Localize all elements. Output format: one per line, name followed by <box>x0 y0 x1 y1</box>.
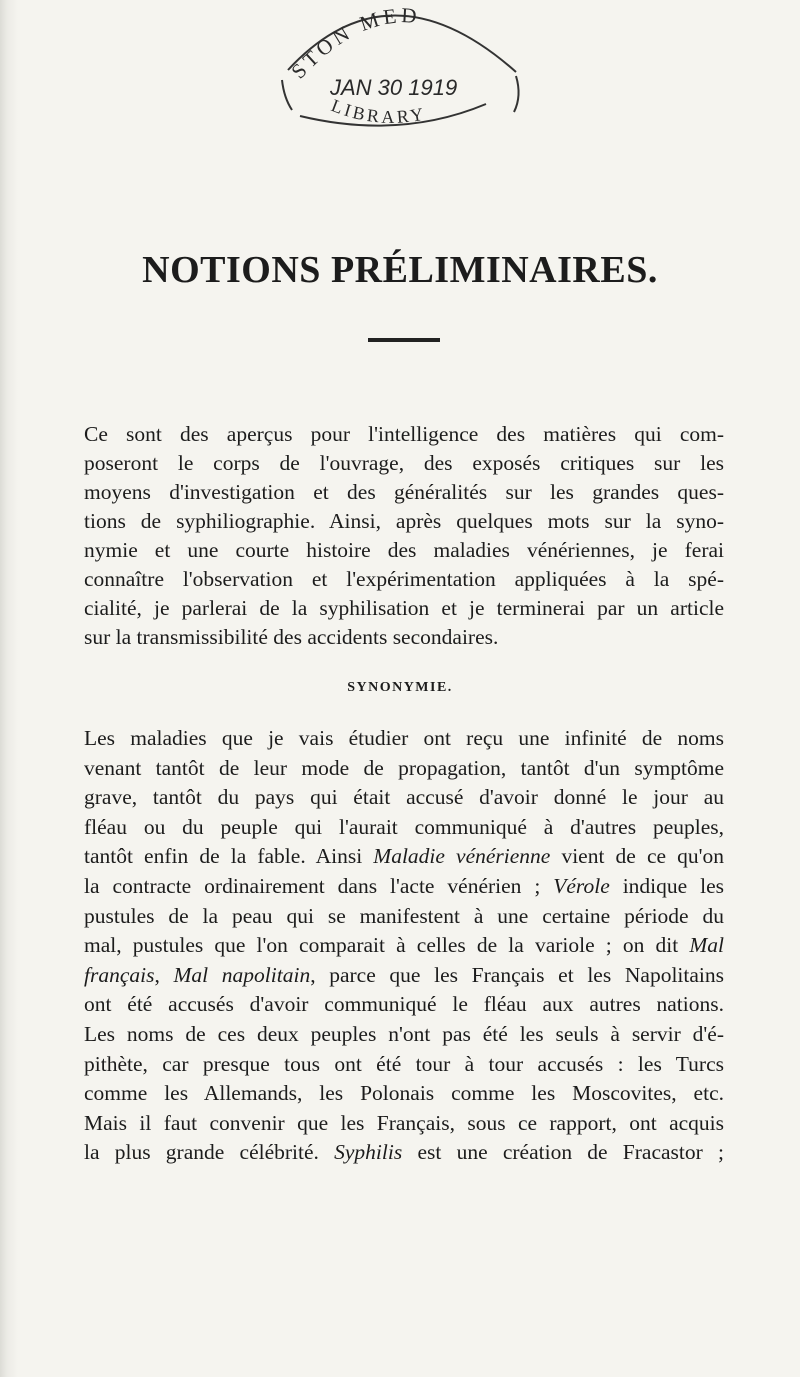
body-line: grave, tantôt du pays qui était accusé d'avoir donné le jour au <box>84 785 724 810</box>
library-stamp-seal <box>270 0 530 130</box>
body-text: la contracte ordinairement dans l'acte vénérien ; <box>84 873 554 898</box>
body-text: , parce que les Français et les Napolitains <box>310 962 724 987</box>
body-line <box>84 931 724 961</box>
term-verole: Vérole <box>553 873 610 898</box>
term-maladie-venerienne: Maladie vénérienne <box>373 844 551 869</box>
body-line: ont été accusés d'avoir communiqué le fléau aux autres nations. <box>84 992 724 1017</box>
intro-line: Ce sont des aperçus pour l'intelligence des matières qui com- <box>84 422 724 446</box>
library-stamp <box>270 0 530 130</box>
body-line: pustules de la peau qui se manifestent à une certaine période du <box>84 903 724 928</box>
term-mal-napolitain: Mal napolitain <box>173 962 311 987</box>
body-text: tantôt enfin de la fable. Ainsi <box>84 844 374 869</box>
intro-line: moyens d'investigation et des généralités sur les grandes ques- <box>84 480 724 504</box>
body-text: indique les <box>609 873 724 898</box>
body-line <box>84 961 724 991</box>
intro-line: sur la transmissibilité des accidents secondaires. <box>84 625 499 649</box>
synonymie-paragraph <box>84 724 724 1168</box>
body-line: fléau ou du peuple qui l'aurait communiqué à d'autres peuples, <box>84 814 724 839</box>
intro-paragraph <box>84 420 724 652</box>
page-title: NOTIONS PRÉLIMINAIRES. <box>142 249 658 291</box>
body-line <box>84 872 724 902</box>
intro-line: cialité, je parlerai de la syphilisation et je terminerai par un article <box>84 596 724 620</box>
body-line: pithète, car presque tous ont été tour à tour accusés : les Turcs <box>84 1051 724 1076</box>
term-francais: français <box>84 962 155 987</box>
stamp-arc-top-text: STON MED <box>286 3 422 84</box>
body-text: est une création de Fracastor ; <box>402 1140 725 1165</box>
intro-line: connaître l'observation et l'expérimentation appliquées à la spé- <box>84 567 724 591</box>
intro-line: poseront le corps de l'ouvrage, des exposés critiques sur les <box>84 451 724 475</box>
term-mal: Mal <box>689 933 724 958</box>
body-text: , <box>154 962 174 987</box>
title-rule <box>368 338 440 342</box>
term-syphilis: Syphilis <box>334 1140 403 1165</box>
body-line: Les maladies que je vais étudier ont reçu une infinité de noms <box>84 726 724 750</box>
intro-line: nymie et une courte histoire des maladies vénériennes, je ferai <box>84 538 724 562</box>
body-text: vient de ce qu'on <box>550 844 724 869</box>
body-line: Les noms de ces deux peuples n'ont pas été les seuls à servir d'é- <box>84 1021 724 1046</box>
body-line <box>84 1138 724 1168</box>
body-line: comme les Allemands, les Polonais comme les Moscovites, etc. <box>84 1081 724 1106</box>
stamp-arc-bottom-text: LIBRARY <box>328 95 428 127</box>
body-text: mal, pustules que l'on comparait à celles de la variole ; on dit <box>84 933 690 958</box>
intro-line: tions de syphiliographie. Ainsi, après quelques mots sur la syno- <box>84 509 724 533</box>
body-line: venant tantôt de leur mode de propagation, tantôt d'un symptôme <box>84 755 724 780</box>
stamp-date: JAN 30 1919 <box>330 75 458 100</box>
body-line <box>84 842 724 872</box>
body-line: Mais il faut convenir que les Français, sous ce rapport, ont acquis <box>84 1110 724 1135</box>
body-text: la plus grande célébrité. <box>84 1140 335 1165</box>
section-heading: SYNONYMIE. <box>347 680 453 695</box>
